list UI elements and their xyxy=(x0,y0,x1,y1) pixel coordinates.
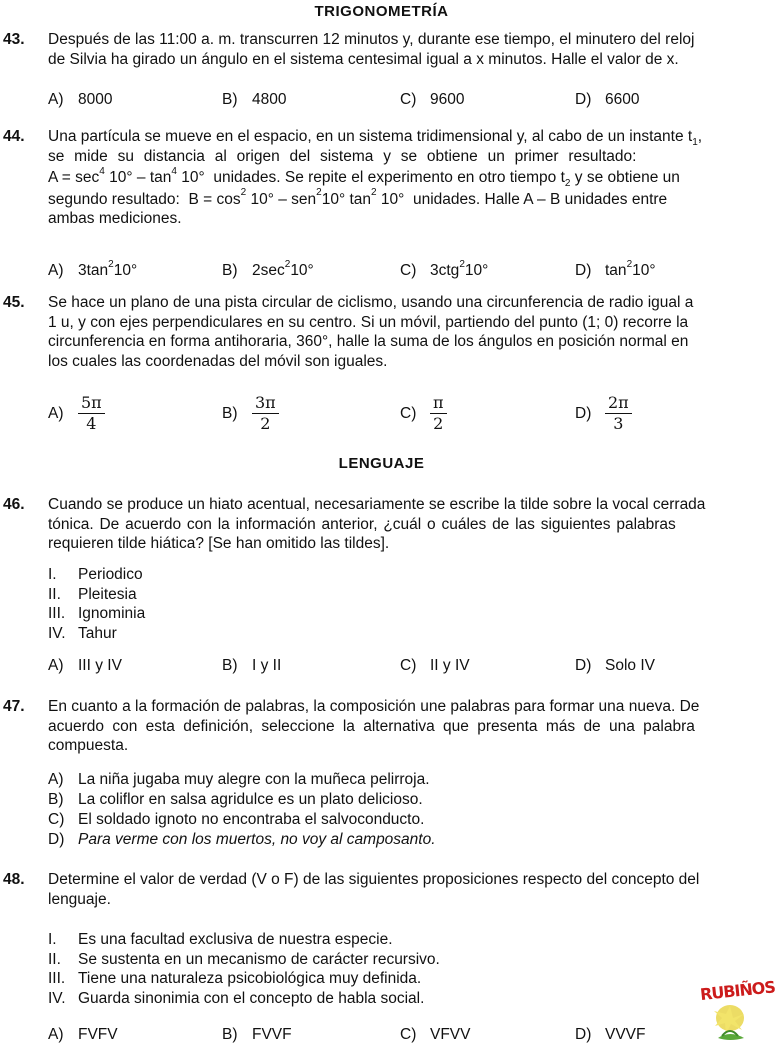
option-label: B) xyxy=(222,404,238,422)
text-span: B = cos xyxy=(188,190,241,208)
numerator: 5π xyxy=(78,393,105,414)
question-line xyxy=(48,187,758,210)
subscript: 2 xyxy=(564,178,571,190)
text-span: 10° – sen xyxy=(250,190,317,208)
option-text: 6600 xyxy=(605,91,640,108)
question-text xyxy=(48,495,758,554)
option-text: La coliflor en salsa agridulce es un plato delicioso. xyxy=(78,791,423,808)
option-a[interactable] xyxy=(48,770,436,790)
text-span: Una partícula se mueve en el espacio, en un sistema tridimensional y, al cabo de un instante t xyxy=(48,128,693,145)
section-title-trigonometria: TRIGONOMETRÍA xyxy=(314,3,449,20)
option-label: A) xyxy=(48,657,64,674)
option-label: A) xyxy=(48,91,64,108)
question-number: 48. xyxy=(3,871,25,888)
option-text: III y IV xyxy=(78,657,122,674)
numerator: 2π xyxy=(605,393,632,414)
item-text: Guarda sinonimia con el concepto de habla social. xyxy=(78,989,425,1007)
question-number: 46. xyxy=(3,496,25,513)
question-line: Determine el valor de verdad (V o F) de las siguientes proposiciones respecto del concepto del xyxy=(48,871,700,888)
list-item xyxy=(48,950,440,970)
option-label: A) xyxy=(48,771,64,788)
option-text: 10° xyxy=(113,262,138,279)
option-label: B) xyxy=(48,791,64,808)
question-text xyxy=(48,697,758,756)
option-b[interactable] xyxy=(222,656,281,676)
question-line: acuerdo con esta definición, seleccione la alternativa que presenta más de una palabra xyxy=(48,717,695,735)
list-item xyxy=(48,565,145,585)
item-text: Tiene una naturaleza psicobiológica muy definida. xyxy=(78,970,422,987)
alternatives-list xyxy=(48,770,436,850)
option-label: B) xyxy=(222,657,238,674)
question-text xyxy=(48,30,758,69)
option-text: Solo IV xyxy=(605,657,655,674)
fraction xyxy=(605,393,632,434)
item-text: Es una facultad exclusiva de nuestra especie. xyxy=(78,931,393,948)
question-line: lenguaje. xyxy=(48,890,111,908)
item-text: Se sustenta en un mecanismo de carácter recursivo. xyxy=(78,950,440,968)
roman-numeral: IV. xyxy=(48,989,66,1007)
list-item xyxy=(48,624,145,644)
fraction xyxy=(430,393,447,434)
text-span: 10° xyxy=(380,190,405,208)
option-label: C) xyxy=(400,262,417,279)
question-number: 44. xyxy=(3,128,25,145)
subscript: 1 xyxy=(692,137,698,149)
denominator: 2 xyxy=(433,414,444,433)
option-label: D) xyxy=(575,1026,592,1043)
option-text: 10° xyxy=(632,262,656,279)
numerator: π xyxy=(430,393,447,414)
roman-numeral: I. xyxy=(48,931,57,948)
option-b[interactable] xyxy=(222,258,314,281)
option-text: VVVF xyxy=(605,1026,646,1043)
question-line: Cuando se produce un hiato acentual, necesariamente se escribe la tilde sobre la vocal cerrada xyxy=(48,496,706,513)
denominator: 3 xyxy=(613,414,624,433)
option-text: 9600 xyxy=(430,91,465,108)
option-text: 10° xyxy=(290,262,314,279)
exponent: 2 xyxy=(284,258,291,270)
option-a[interactable] xyxy=(48,393,105,434)
question-line: circunferencia en forma antihoraria, 360°, halle la suma de los ángulos en posición normal en xyxy=(48,333,689,350)
option-c[interactable] xyxy=(400,656,470,676)
option-d[interactable] xyxy=(48,830,436,850)
option-a[interactable] xyxy=(48,90,112,110)
text-span: A = sec xyxy=(48,169,100,186)
question-line: los cuales las coordenadas del móvil son iguales. xyxy=(48,352,388,370)
list-item xyxy=(48,989,440,1009)
option-c[interactable] xyxy=(400,90,464,110)
list-item xyxy=(48,604,145,624)
option-label: C) xyxy=(48,811,65,828)
option-label: D) xyxy=(48,831,65,848)
option-text: La niña jugaba muy alegre con la muñeca pelirroja. xyxy=(78,771,430,788)
item-text: Pleitesia xyxy=(78,585,137,603)
roman-numeral: III. xyxy=(48,970,66,987)
list-item xyxy=(48,969,440,989)
option-text: VFVV xyxy=(430,1026,471,1043)
option-text: FVVF xyxy=(252,1026,292,1043)
equation-a xyxy=(48,165,205,186)
text-span: segundo resultado: xyxy=(48,190,180,208)
option-text: FVFV xyxy=(78,1026,118,1043)
text-span: , xyxy=(697,128,703,145)
option-c[interactable] xyxy=(400,258,489,281)
roman-list xyxy=(48,930,440,1008)
exponent: 2 xyxy=(108,258,114,270)
question-line: de Silvia ha girado un ángulo en el sistema centesimal igual a x minutos. Halle el valor de x. xyxy=(48,50,679,68)
roman-numeral: IV. xyxy=(48,624,66,642)
option-label: A) xyxy=(48,262,64,279)
option-a[interactable] xyxy=(48,258,138,281)
text-span: unidades. Halle A – B unidades entre xyxy=(412,190,668,208)
roman-numeral: II. xyxy=(48,585,61,603)
numerator: 3π xyxy=(252,393,279,414)
option-b[interactable] xyxy=(48,790,436,810)
option-b[interactable] xyxy=(222,393,279,434)
fraction xyxy=(78,393,105,434)
exponent: 2 xyxy=(371,187,377,199)
option-a[interactable] xyxy=(48,656,122,676)
option-d[interactable] xyxy=(575,656,655,676)
option-a[interactable] xyxy=(48,1025,118,1045)
option-b[interactable] xyxy=(222,90,286,110)
exponent: 4 xyxy=(171,165,177,177)
question-line: Se hace un plano de una pista circular de ciclismo, usando una circunferencia de radio igual a xyxy=(48,294,694,311)
option-label: D) xyxy=(575,262,592,279)
text-span: 10° tan xyxy=(321,190,372,208)
question-line: Después de las 11:00 a. m. transcurren 12 minutos y, durante ese tiempo, el minutero del reloj xyxy=(48,31,695,48)
option-c[interactable] xyxy=(48,810,436,830)
option-text: El soldado ignoto no encontraba el salvoconducto. xyxy=(78,811,425,828)
option-text: I y II xyxy=(252,657,282,674)
text-span: 10° – tan xyxy=(109,169,172,186)
option-text: 8000 xyxy=(78,91,113,108)
option-label: C) xyxy=(400,1026,417,1043)
exponent: 2 xyxy=(459,258,465,270)
option-label: D) xyxy=(575,657,592,674)
question-text xyxy=(48,870,758,909)
option-text: Para verme con los muertos, no voy al camposanto. xyxy=(78,831,436,848)
fraction xyxy=(252,393,279,434)
options-row xyxy=(48,1025,748,1047)
question-line xyxy=(48,165,758,190)
equation-b xyxy=(188,187,405,208)
option-text: 10° xyxy=(464,262,489,279)
question-line: tónica. De acuerdo con la información anterior, ¿cuál o cuáles de las siguientes palabras xyxy=(48,515,676,533)
options-row xyxy=(48,656,748,678)
option-text: 4800 xyxy=(252,91,287,108)
question-number: 47. xyxy=(3,698,25,715)
question-text xyxy=(48,293,758,371)
question-line: compuesta. xyxy=(48,737,129,754)
option-label: C) xyxy=(400,657,417,674)
option-d[interactable] xyxy=(575,90,639,110)
question-line xyxy=(48,127,758,147)
options-row xyxy=(48,258,748,283)
option-label: B) xyxy=(222,262,238,279)
option-label: D) xyxy=(575,91,592,108)
option-c[interactable] xyxy=(400,393,447,434)
option-d[interactable] xyxy=(575,258,656,281)
option-label: B) xyxy=(222,91,238,108)
option-label: C) xyxy=(400,91,417,108)
option-d[interactable] xyxy=(575,393,632,434)
exponent: 4 xyxy=(99,165,105,177)
option-text: 3ctg xyxy=(430,262,460,279)
option-label: B) xyxy=(222,1026,238,1043)
text-span: y se obtiene un xyxy=(574,169,680,186)
option-text: tan xyxy=(605,262,627,279)
option-label: A) xyxy=(48,404,64,422)
option-text: II y IV xyxy=(430,657,470,674)
logo-wordmark: RUBIÑOS xyxy=(699,977,776,1005)
roman-numeral: I. xyxy=(48,566,57,583)
text-span: unidades. Se repite el experimento en otro tiempo t xyxy=(213,169,565,186)
option-d[interactable] xyxy=(575,1025,645,1045)
list-item xyxy=(48,585,145,605)
question-line: se mide su distancia al origen del sistema y se obtiene un primer resultado: xyxy=(48,147,637,165)
roman-list xyxy=(48,565,145,643)
option-b[interactable] xyxy=(222,1025,292,1045)
item-text: Tahur xyxy=(78,624,117,642)
denominator: 4 xyxy=(86,414,97,433)
question-line: ambas mediciones. xyxy=(48,210,182,227)
option-label: D) xyxy=(575,404,592,422)
question-line: En cuanto a la formación de palabras, la composición une palabras para formar una nueva. De xyxy=(48,698,700,715)
option-label: C) xyxy=(400,404,417,422)
question-text xyxy=(48,127,758,229)
list-item xyxy=(48,930,440,950)
question-number: 43. xyxy=(3,31,25,48)
exponent: 2 xyxy=(316,187,322,199)
text-span: 10° xyxy=(181,169,205,186)
option-c[interactable] xyxy=(400,1025,470,1045)
options-row xyxy=(48,90,748,112)
question-line: 1 u, y con ejes perpendiculares en su centro. Si un móvil, partiendo del punto (1; 0) recorre la xyxy=(48,313,689,331)
rubinos-logo xyxy=(699,977,776,1044)
option-text: 3tan xyxy=(78,262,109,279)
question-line: requieren tilde hiática? [Se han omitido las tildes]. xyxy=(48,535,390,552)
option-label: A) xyxy=(48,1026,64,1043)
denominator: 2 xyxy=(260,414,271,433)
item-text: Periodico xyxy=(78,566,143,583)
roman-numeral: III. xyxy=(48,605,66,622)
roman-numeral: II. xyxy=(48,950,61,968)
question-number: 45. xyxy=(3,294,25,311)
section-title-lenguaje: LENGUAJE xyxy=(338,455,425,472)
option-text: 2sec xyxy=(252,262,285,279)
exponent: 2 xyxy=(626,258,633,270)
options-row xyxy=(48,393,748,439)
item-text: Ignominia xyxy=(78,605,146,622)
exponent: 2 xyxy=(240,187,247,199)
